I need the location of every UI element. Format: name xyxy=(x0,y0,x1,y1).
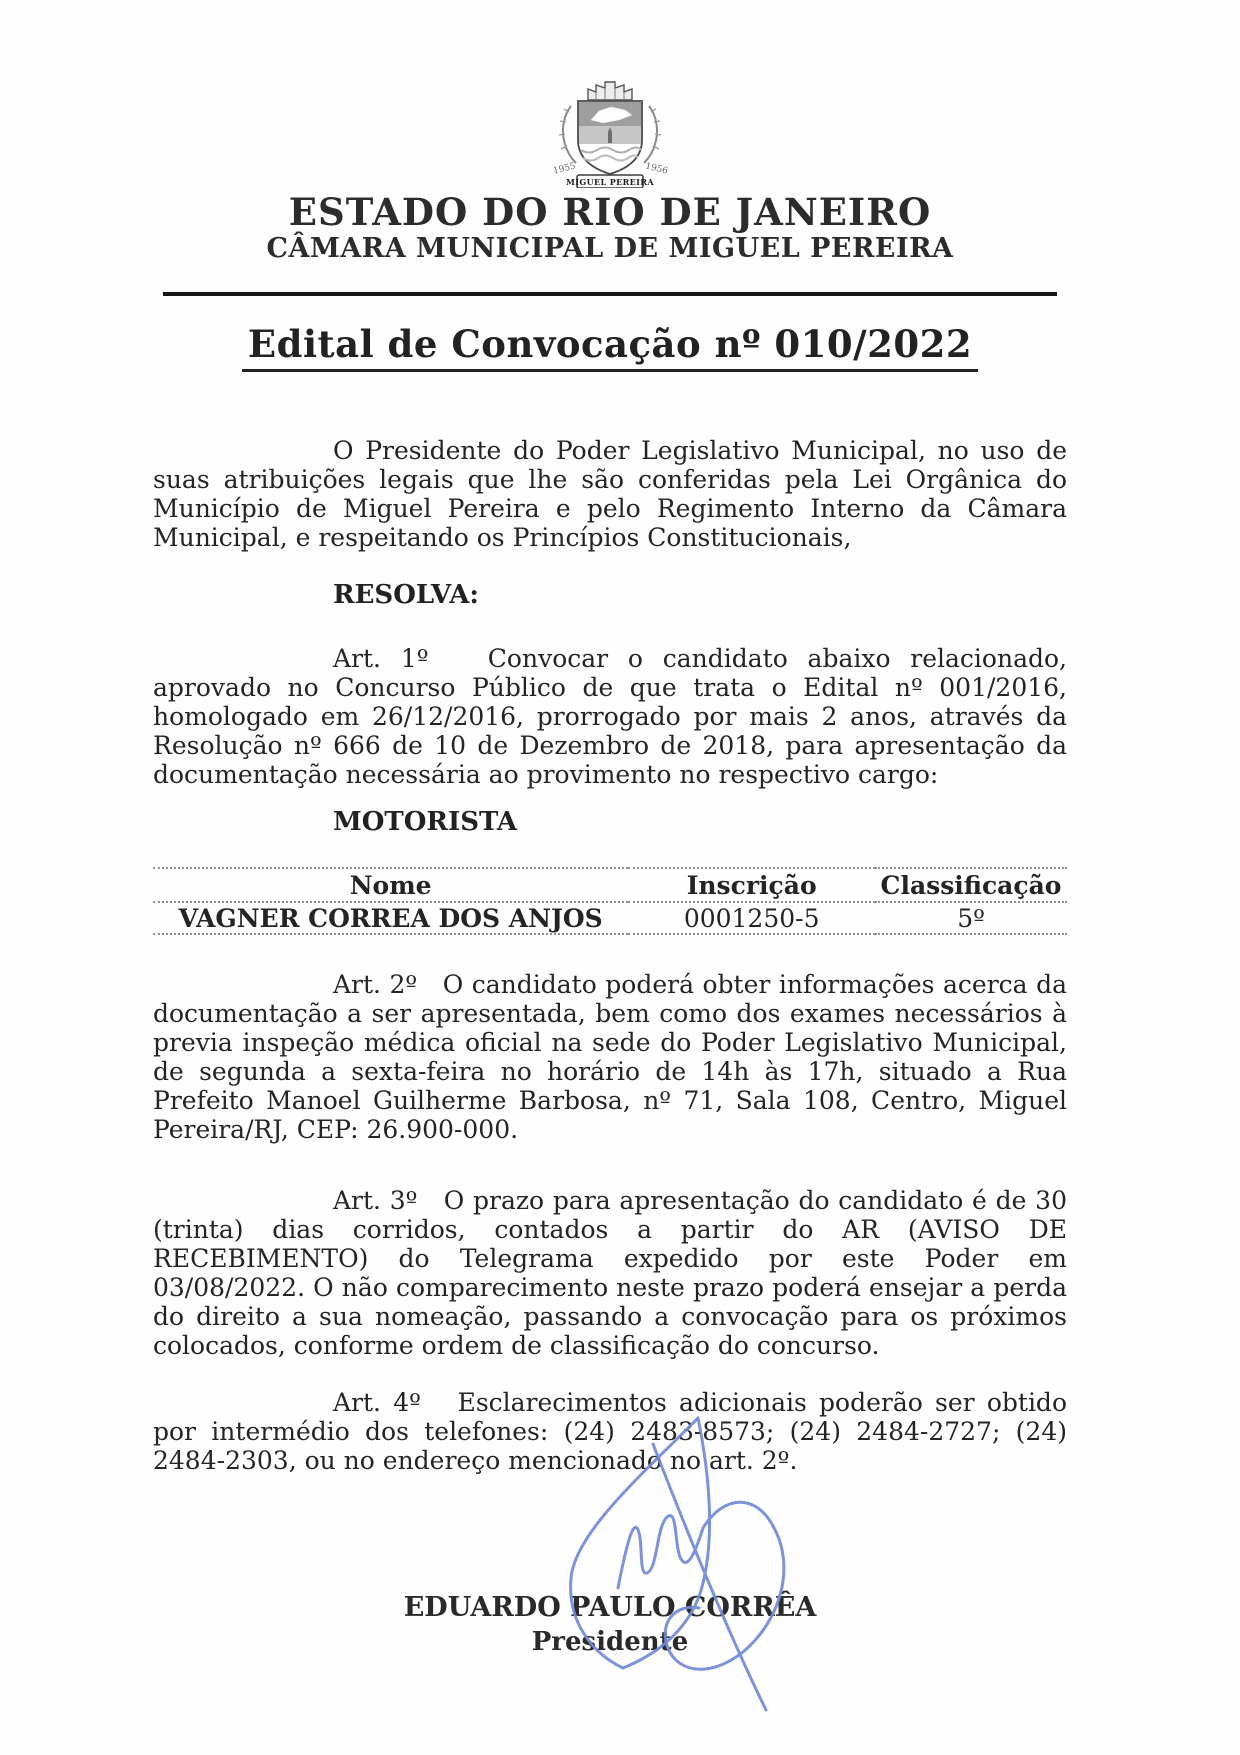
candidate-inscricao: 0001250-5 xyxy=(628,902,875,934)
crest-crown xyxy=(588,82,632,100)
resolva-heading: RESOLVA: xyxy=(333,580,479,610)
crest-monument xyxy=(608,132,612,143)
paragraph-art-1: Art. 1º Convocar o candidato abaixo relacionado, aprovado no Concurso Público de que trata o Edital nº 001/2016, homologado em 26/12/2016, prorrogado por mais 2 anos, através da Resolução nº 666 de 10 de Dezembro de 2018, para apresentação da documentação necessária ao provimento no respectivo cargo: xyxy=(153,644,1067,789)
candidate-classificacao: 5º xyxy=(875,902,1067,934)
crest-year-right: 1956 xyxy=(644,161,669,177)
crest-banner-text: MIGUEL PEREIRA xyxy=(566,177,654,187)
candidates-table xyxy=(153,867,1067,935)
column-header-inscricao: Inscrição xyxy=(628,868,875,902)
document-title: Edital de Convocação nº 010/2022 xyxy=(242,322,978,372)
candidate-row xyxy=(153,902,1067,934)
signature-name: EDUARDO PAULO CORRÊA xyxy=(403,1592,817,1623)
signature-role: Presidente xyxy=(531,1627,689,1657)
column-header-classificacao: Classificação xyxy=(875,868,1067,902)
paragraph-intro: O Presidente do Poder Legislativo Municipal, no uso de suas atribuições legais que lhe são conferidas pela Lei Orgânica do Município de Miguel Pereira e pelo Regimento Interno da Câmara Municipal, e respeitando os Princípios Constitucionais, xyxy=(153,436,1067,552)
column-header-nome: Nome xyxy=(153,868,628,902)
paragraph-art-2: Art. 2º O candidato poderá obter informações acerca da documentação a ser apresentada, bem como dos exames necessários à previa inspeção médica oficial na sede do Poder Legislativo Municipal, de segunda a sexta-feira no horário de 14h às 17h, situado a Rua Prefeito Manoel Guilherme Barbosa, nº 71, Sala 108, Centro, Miguel Pereira/RJ, CEP: 26.900-000. xyxy=(153,970,1067,1144)
header-divider xyxy=(163,292,1057,296)
coat-of-arms-graphic xyxy=(535,80,685,188)
candidate-name: VAGNER CORREA DOS ANJOS xyxy=(153,902,628,934)
paragraph-art-4: Art. 4º Esclarecimentos adicionais poderão ser obtido por intermédio dos telefones: (24) 2483-8573; (24) 2484-2727; (24) 2484-2303, ou no endereço mencionado no art. 2º. xyxy=(153,1388,1067,1475)
job-title-heading: MOTORISTA xyxy=(333,807,518,837)
org-chamber-name: CÂMARA MUNICIPAL DE MIGUEL PEREIRA xyxy=(266,233,954,264)
org-state-name: ESTADO DO RIO DE JANEIRO xyxy=(288,190,932,234)
paragraph-art-3: Art. 3º O prazo para apresentação do candidato é de 30 (trinta) dias corridos, contados a partir do AR (AVISO DE RECEBIMENTO) do Telegrama expedido por este Poder em 03/08/2022. O não comparecimento neste prazo poderá ensejar a perda do direito a sua nomeação, passando a convocação para os próximos colocados, conforme ordem de classificação do concurso. xyxy=(153,1186,1067,1360)
crest-year-left: 1955 xyxy=(552,161,577,177)
coat-of-arms xyxy=(153,0,1067,188)
candidates-table-header-row xyxy=(153,868,1067,902)
